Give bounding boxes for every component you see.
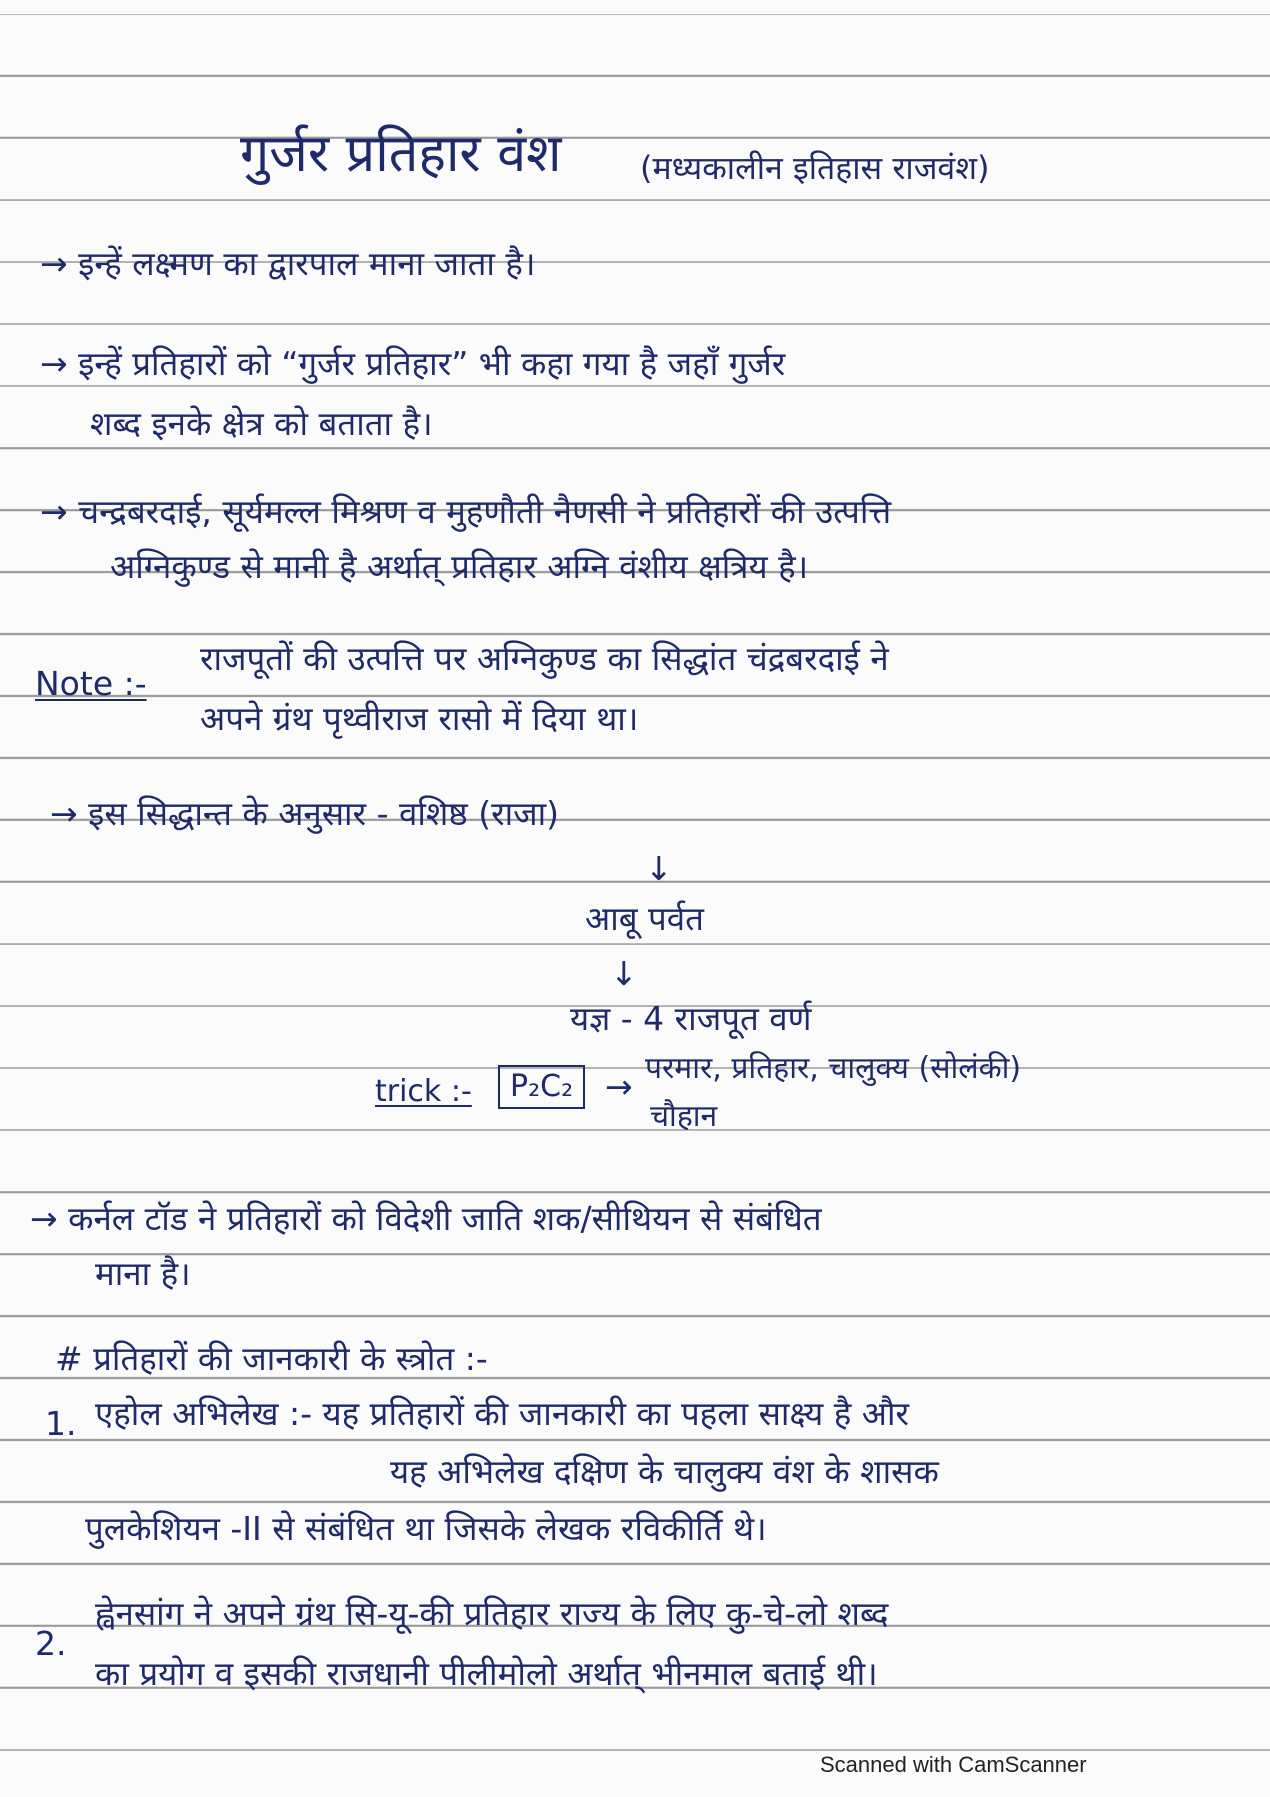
page-title: गुर्जर प्रतिहार वंश [240,124,562,184]
note-line-5: अग्निकुण्ड से मानी है अर्थात् प्रतिहार अग्नि वंशीय क्षत्रिय है। [110,547,809,586]
note-line-3: शब्द इनके क्षेत्र को बताता है। [90,404,433,443]
trick-line-2: चौहान [650,1099,718,1134]
note-line-2: → इन्हें प्रतिहारों को “गुर्जर प्रतिहार” भी कहा गया है जहाँ गुर्जर [40,344,786,383]
source-2-line-2: का प्रयोग व इसकी राजधानी पीलीमोलो अर्थात् भीनमाल बताई थी। [95,1654,878,1693]
source-1-number: 1. [45,1404,77,1443]
theory-step-1: आबू पर्वत [585,899,704,938]
down-arrow-icon: ↓ [610,954,638,993]
theory-line: → इस सिद्धान्त के अनुसार - वशिष्ठ (राजा) [50,794,560,833]
right-arrow-icon: → [605,1067,633,1106]
source-1-line-2: यह अभिलेख दक्षिण के चालुक्य वंश के शासक [390,1452,939,1491]
tod-line-1: → कर्नल टॉड ने प्रतिहारों को विदेशी जाति शक/सीथियन से संबंधित [30,1199,822,1238]
page-subtitle: (मध्यकालीन इतिहास राजवंश) [640,149,990,187]
scanner-watermark: Scanned with CamScanner [820,1752,1087,1777]
note-label: Note :- [35,664,147,703]
trick-box: P₂C₂ [498,1065,585,1109]
down-arrow-icon: ↓ [645,849,673,888]
note-text-1: राजपूतों की उत्पत्ति पर अग्निकुण्ड का सिद्धांत चंद्रबरदाई ने [200,639,889,678]
note-line-1: → इन्हें लक्ष्मण का द्वारपाल माना जाता है। [40,244,536,283]
source-2-line-1: ह्वेनसांग ने अपने ग्रंथ सि-यू-की प्रतिहार राज्य के लिए कु-चे-लो शब्द [95,1594,889,1633]
source-1-line-1: एहोल अभिलेख :- यह प्रतिहारों की जानकारी का पहला साक्ष्य है और [95,1394,910,1433]
sources-heading: # प्रतिहारों की जानकारी के स्त्रोत :- [55,1339,488,1378]
source-2-number: 2. [35,1624,67,1663]
tod-line-2: माना है। [95,1254,191,1293]
note-line-4: → चन्द्रबरदाई, सूर्यमल्ल मिश्रण व मुहणौती नैणसी ने प्रतिहारों की उत्पत्ति [40,492,892,531]
source-1-line-3: पुलकेशियन -II से संबंधित था जिसके लेखक रविकीर्ति थे। [85,1509,767,1548]
note-text-2: अपने ग्रंथ पृथ्वीराज रासो में दिया था। [200,699,639,738]
trick-label: trick :- [375,1074,472,1109]
trick-line-1: परमार, प्रतिहार, चालुक्य (सोलंकी) [645,1051,1022,1086]
theory-step-2: यज्ञ - 4 राजपूत वर्ण [570,999,812,1038]
